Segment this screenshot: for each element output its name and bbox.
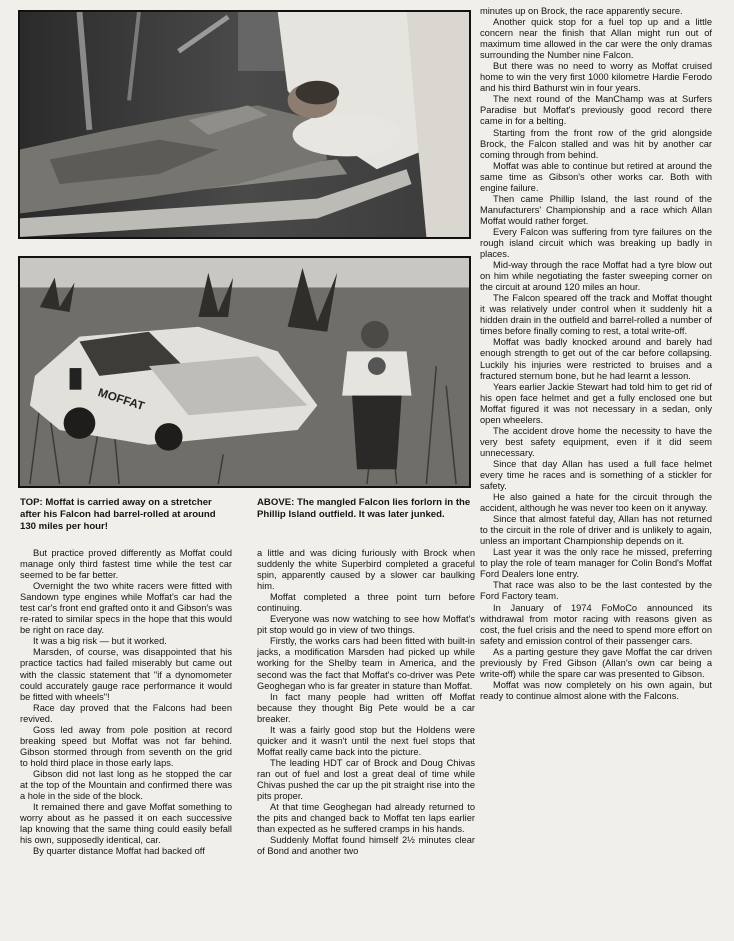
paragraph: Firstly, the works cars had been fitted with built-in jacks, a modification Marsden had picked up while working for the Shelby team in America, and the second was the fact that Moffat's co-driver was Pete Geoghegan who is far greater in stature than Moffat. — [257, 636, 475, 691]
paragraph: It was a big risk — but it worked. — [33, 636, 167, 647]
stretcher-photo-image — [20, 12, 469, 237]
paragraph: It was a fairly good stop but the Holdens were quicker and it wasn't until the next fuel stops that Moffat really came back into the picture. — [257, 724, 475, 757]
paragraph: Moffat was badly knocked around and barely had enough strength to get out of the car before collapsing. Luckily his injuries were restricted to bruises and a fractured sternum bone, but he had learnt a lesson. — [480, 337, 712, 381]
paragraph: The next round of the ManChamp was at Surfers Paradise but Moffat's previously good record there came in for a belting. — [480, 94, 712, 127]
paragraph: minutes up on Brock, the race apparently secure. — [480, 6, 683, 16]
paragraph: Then came Phillip Island, the last round of the Manufacturers' Championship and a race which Allan Moffat would rather forget. — [480, 193, 712, 226]
paragraph: The accident drove home the necessity to have the very best safety equipment, even if it did seem unnecessary. — [480, 425, 712, 458]
article-column-1 — [20, 548, 232, 938]
paragraph: In fact many people had written off Moffat because they thought Big Pete would be a car breaker. — [257, 691, 475, 724]
paragraph: Suddenly Moffat found himself 2½ minutes clear of Bond and another two — [257, 835, 475, 857]
paragraph: The leading HDT car of Brock and Doug Chivas ran out of fuel and lost a great deal of time while Chivas pushed the car up the pit straight rise into the pits proper. — [257, 757, 475, 802]
paragraph: Every Falcon was suffering from tyre failures on the rough island circuit which was breaking up badly in places. — [480, 226, 712, 260]
paragraph: Race day proved that the Falcons had been revived. — [20, 702, 232, 724]
paragraph: Goss led away from pole position at record breaking speed but Moffat was not far behind. Gibson stormed through from seventh on the grid to hold third place in those early laps. — [20, 724, 232, 768]
caption-top-photo: TOP: Moffat is carried away on a stretcher after his Falcon had barrel-rolled at around 130 miles per hour! — [20, 497, 216, 532]
stretcher-photo — [18, 10, 471, 239]
paragraph: It remained there and gave Moffat something to worry about as he passed it on each successive lap knowing that the same thing could easily befall his own, supposedly identical, car. — [20, 802, 232, 846]
paragraph: Marsden, of course, was disappointed that his practice tactics had failed miserably but came out with the classic statement that "if a dynomometer could accurately gauge race performance it would be fitted with wheels"! — [20, 647, 232, 702]
paragraph: Mid-way through the race Moffat had a tyre blow out on him while negotiating the faster sweeping corner on the circuit at around 120 miles an hour. — [480, 260, 712, 293]
article-column-3 — [480, 6, 712, 938]
paragraph: He also gained a hate for the circuit through the accident, although he was never too keen on it anyway. — [480, 492, 712, 514]
paragraph: Moffat was now completely on his own again, but ready to continue almost alone with the Falcons. — [480, 679, 712, 701]
paragraph: In January of 1974 FoMoCo announced its withdrawal from motor racing with reasons given as cost, the fuel crisis and the need to spend more effort on safety and emission control of their passenger cars. — [480, 602, 712, 646]
paragraph: But there was no need to worry as Moffat cruised home to win the very first 1000 kilometre Hardie Ferodo and his third Bathurst win in four years. — [480, 61, 712, 94]
paragraph: Another quick stop for a fuel top up and a little concern near the finish that Allan might run out of maximum time allowed in the car were the only dramas surrounding the Number nine Falcon. — [480, 17, 712, 61]
paragraph: a little and was dicing furiously with Brock when suddenly the white Superbird completed a graceful spin, apparently caused by a slower car baulking him. — [257, 548, 475, 592]
paragraph: That race was also to be the last contested by the Ford Factory team. — [480, 580, 712, 602]
paragraph: Since that day Allan has used a full face helmet every time he races and is something of a stickler for safety. — [480, 458, 712, 492]
paragraph: Years earlier Jackie Stewart had told him to get rid of his open face helmet and get a fully enclosed one but Moffat figured it was not necessary in a sedan, only open wheelers. — [480, 381, 712, 425]
car-door-lettering: MOFFAT — [96, 385, 147, 414]
paragraph: Moffat completed a three point turn before continuing. — [257, 592, 475, 614]
caption-above-photo: ABOVE: The mangled Falcon lies forlorn in the Phillip Island outfield. It was later junked. — [257, 497, 471, 520]
paragraph: Since that almost fateful day, Allan has not returned to the circuit in the role of driver and is unlikely to again, unless an important Championship depends on it. — [480, 514, 712, 547]
paragraph: Moffat was able to continue but retired at around the same time as Gibson's other works car. Both with engine failure. — [480, 160, 712, 193]
paragraph: Gibson did not last long as he stopped the car at the top of the Mountain and confirmed there was a hole in the side of the block. — [20, 768, 232, 802]
article-column-2 — [257, 548, 475, 938]
paragraph: But practice proved differently as Moffat could manage only third fastest time while the test car seemed to be far better. — [20, 548, 232, 581]
crashed-falcon-photo — [18, 256, 471, 488]
paragraph: As a parting gesture they gave Moffat the car driven previously by Fred Gibson (Allan's own car being a write-off) while the spare car was presented to Gibson. — [480, 646, 712, 679]
crashed-falcon-photo-image — [20, 258, 469, 486]
paragraph: Starting from the front row of the grid alongside Brock, the Falcon stalled and was hit by another car coming through from behind. — [480, 127, 712, 160]
paragraph: Everyone was now watching to see how Moffat's pit stop would go in view of two things. — [257, 614, 475, 636]
paragraph: At that time Geoghegan had already returned to the pits and changed back to Moffat ten laps earlier than expected as he suffered cramps in his hands. — [257, 802, 475, 835]
paragraph: Overnight the two white racers were fitted with Sandown type engines while Moffat's car had the test car's front end grafted onto it and Gibson's was re-rated to similar specs in the hope that this would be right on race day. — [20, 581, 232, 636]
paragraph: The Falcon speared off the track and Moffat thought it was relatively under control when it suddenly hit a hidden drain in the outfield and barrel-rolled a number of times before finally coming to rest, a total write-off. — [480, 293, 712, 337]
paragraph: By quarter distance Moffat had backed off — [33, 846, 205, 857]
paragraph: Last year it was the only race he missed, preferring to play the role of team manager for Colin Bond's Moffat Ford Dealers lone entry. — [480, 547, 712, 580]
